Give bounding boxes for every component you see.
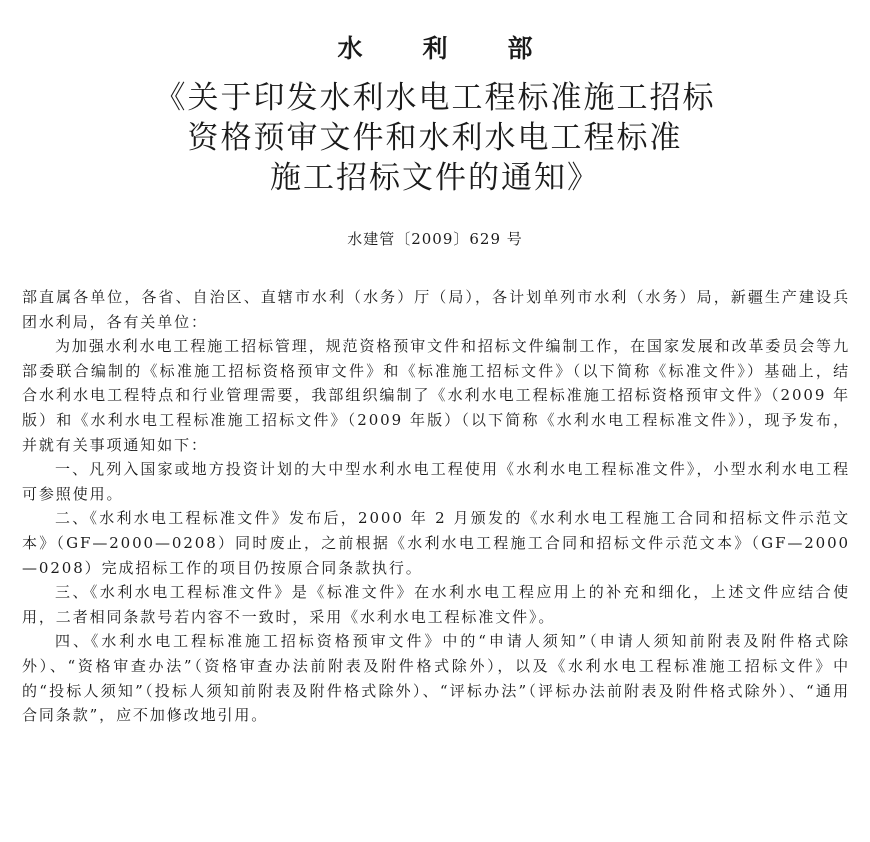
body-paragraph-intro: 为加强水利水电工程施工招标管理，规范资格预审文件和招标文件编制工作，在国家发展和改革委员会等九部委联合编制的《标准施工招标资格预审文件》和《标准施工招标文件》（以下简称《标准文件》）基础上，结合水利水电工程特点和行业管理需要，我部组织编制了《水利水电工程标准施工招标资格预审文件》（2009 年版）和《水利水电工程标准施工招标文件》（2009 年版）（以下简称《水利水电工程标准文件》），现予发布，并就有关事项通知如下： (22, 337, 850, 454)
document-number: 水建管〔2009〕629 号 (347, 230, 523, 248)
body-paragraph-2: 二、《水利水电工程标准文件》发布后，2000 年 2 月颁发的《水利水电工程施工合同和招标文件示范文本》（GF—2000—0208）同时废止，之前根据《水利水电工程施工合同和招标文件示范文本》（GF—2000—0208）完成招标工作的项目仍按原合同条款执行。 (22, 509, 850, 577)
salutation: 部直属各单位，各省、自治区、直辖市水利（水务）厅（局），各计划单列市水利（水务）局，新疆生产建设兵团水利局，各有关单位： (22, 288, 850, 331)
title-line-3: 施工招标文件的通知》 (270, 160, 600, 196)
body-paragraph-4: 四、《水利水电工程标准施工招标资格预审文件》中的“申请人须知”（申请人须知前附表及附件格式除外）、“资格审查办法”（资格审查办法前附表及附件格式除外），以及《水利水电工程标准施工招标文件》中的“投标人须知”（投标人须知前附表及附件格式除外）、“评标办法”（评标办法前附表及附件格式除外）、“通用合同条款”，应不加修改地引用。 (22, 632, 850, 725)
issuer-name: 水利部 (337, 34, 593, 63)
body-paragraph-3: 三、《水利水电工程标准文件》是《标准文件》在水利水电工程应用上的补充和细化，上述文件应结合使用，二者相同条款号若内容不一致时，采用《水利水电工程标准文件》。 (22, 583, 850, 626)
body-paragraph-1: 一、凡列入国家或地方投资计划的大中型水利水电工程使用《水利水电工程标准文件》，小型水利水电工程可参照使用。 (22, 460, 850, 503)
document-title (0, 78, 870, 198)
title-line-2: 资格预审文件和水利水电工程标准 (187, 120, 683, 156)
document-body (22, 285, 850, 728)
title-line-1: 《关于印发水利水电工程标准施工招标 (154, 80, 716, 116)
